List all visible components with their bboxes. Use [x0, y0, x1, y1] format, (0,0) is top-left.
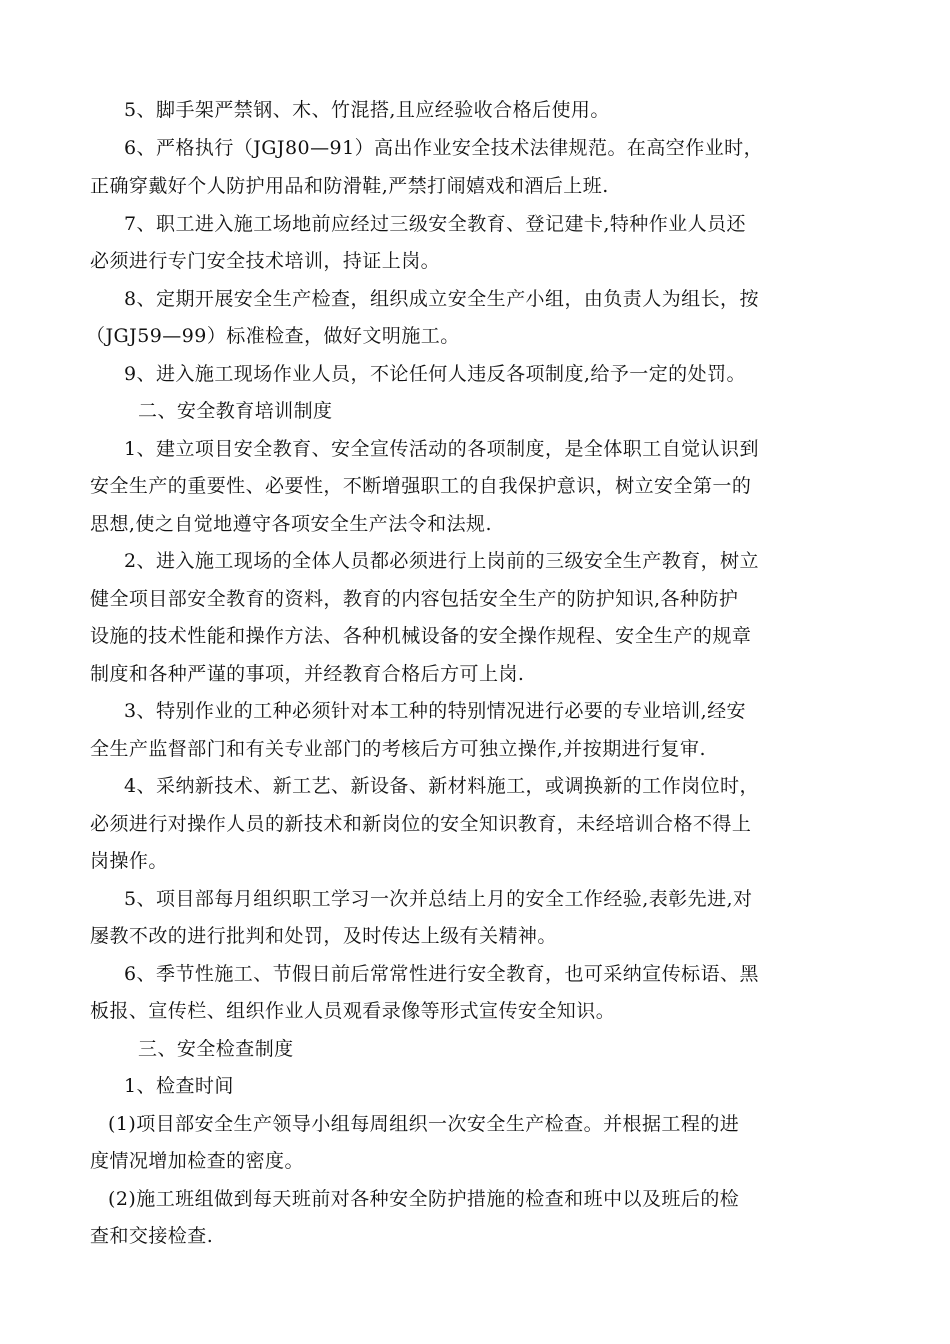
- text-line: (1)项目部安全生产领导小组每周组织一次安全生产检查。并根据工程的进: [108, 1113, 740, 1135]
- text-line: 4、采纳新技术、新工艺、新设备、新材料施工，或调换新的工作岗位时，: [124, 775, 759, 797]
- text-line: 全生产监督部门和有关专业部门的考核后方可独立操作,并按期进行复审.: [90, 738, 706, 760]
- text-line: 2、进入施工现场的全体人员都必须进行上岗前的三级安全生产教育，树立: [124, 550, 759, 572]
- text-line: 板报、宣传栏、组织作业人员观看录像等形式宣传安全知识。: [90, 1000, 616, 1022]
- text-line: 9、进入施工现场作业人员，不论任何人违反各项制度,给予一定的处罚。: [124, 363, 746, 385]
- text-line: 制度和各种严谨的事项，并经教育合格后方可上岗.: [90, 663, 525, 685]
- text-line: 岗操作。: [90, 850, 168, 872]
- text-line: 安全生产的重要性、必要性，不断增强职工的自我保护意识，树立安全第一的: [90, 475, 752, 497]
- text-line: （JGJ59—99）标准检查，做好文明施工。: [86, 325, 460, 347]
- text-line: 正确穿戴好个人防护用品和防滑鞋,严禁打闹嬉戏和酒后上班.: [90, 175, 609, 197]
- text-line: 查和交接检查.: [90, 1225, 214, 1247]
- text-line: 度情况增加检查的密度。: [90, 1150, 304, 1172]
- text-line: 设施的技术性能和操作方法、各种机械设备的安全操作规程、安全生产的规章: [90, 625, 752, 647]
- text-line: 5、项目部每月组织职工学习一次并总结上月的安全工作经验,表彰先进,对: [124, 888, 753, 910]
- text-line: 3、特别作业的工种必须针对本工种的特别情况进行必要的专业培训,经安: [124, 700, 746, 722]
- text-line: 6、严格执行（JGJ80—91）高出作业安全技术法律规范。在高空作业时，: [124, 137, 764, 159]
- text-line: 必须进行对操作人员的新技术和新岗位的安全知识教育，未经培训合格不得上: [90, 813, 752, 835]
- text-line: 6、季节性施工、节假日前后常常性进行安全教育，也可采纳宣传标语、黑: [124, 963, 759, 985]
- text-line: 7、职工进入施工场地前应经过三级安全教育、登记建卡,特种作业人员还: [124, 213, 746, 235]
- section-heading: 二、安全教育培训制度: [138, 400, 333, 422]
- section-heading: 三、安全检查制度: [138, 1038, 294, 1060]
- text-line: 思想,使之自觉地遵守各项安全生产法令和法规.: [90, 513, 492, 535]
- text-line: 1、建立项目安全教育、安全宣传活动的各项制度，是全体职工自觉认识到: [124, 438, 759, 460]
- text-line: 健全项目部安全教育的资料，教育的内容包括安全生产的防护知识,各种防护: [90, 588, 739, 610]
- subheading: 1、检查时间: [124, 1075, 234, 1097]
- text-line: 屡教不改的进行批判和处罚，及时传达上级有关精神。: [90, 925, 557, 947]
- text-line: 5、脚手架严禁钢、木、竹混搭,且应经验收合格后使用。: [124, 99, 610, 121]
- text-line: (2)施工班组做到每天班前对各种安全防护措施的检查和班中以及班后的检: [108, 1188, 740, 1210]
- text-line: 8、定期开展安全生产检查，组织成立安全生产小组，由负责人为组长，按: [124, 288, 759, 310]
- text-line: 必须进行专门安全技术培训，持证上岗。: [90, 250, 441, 272]
